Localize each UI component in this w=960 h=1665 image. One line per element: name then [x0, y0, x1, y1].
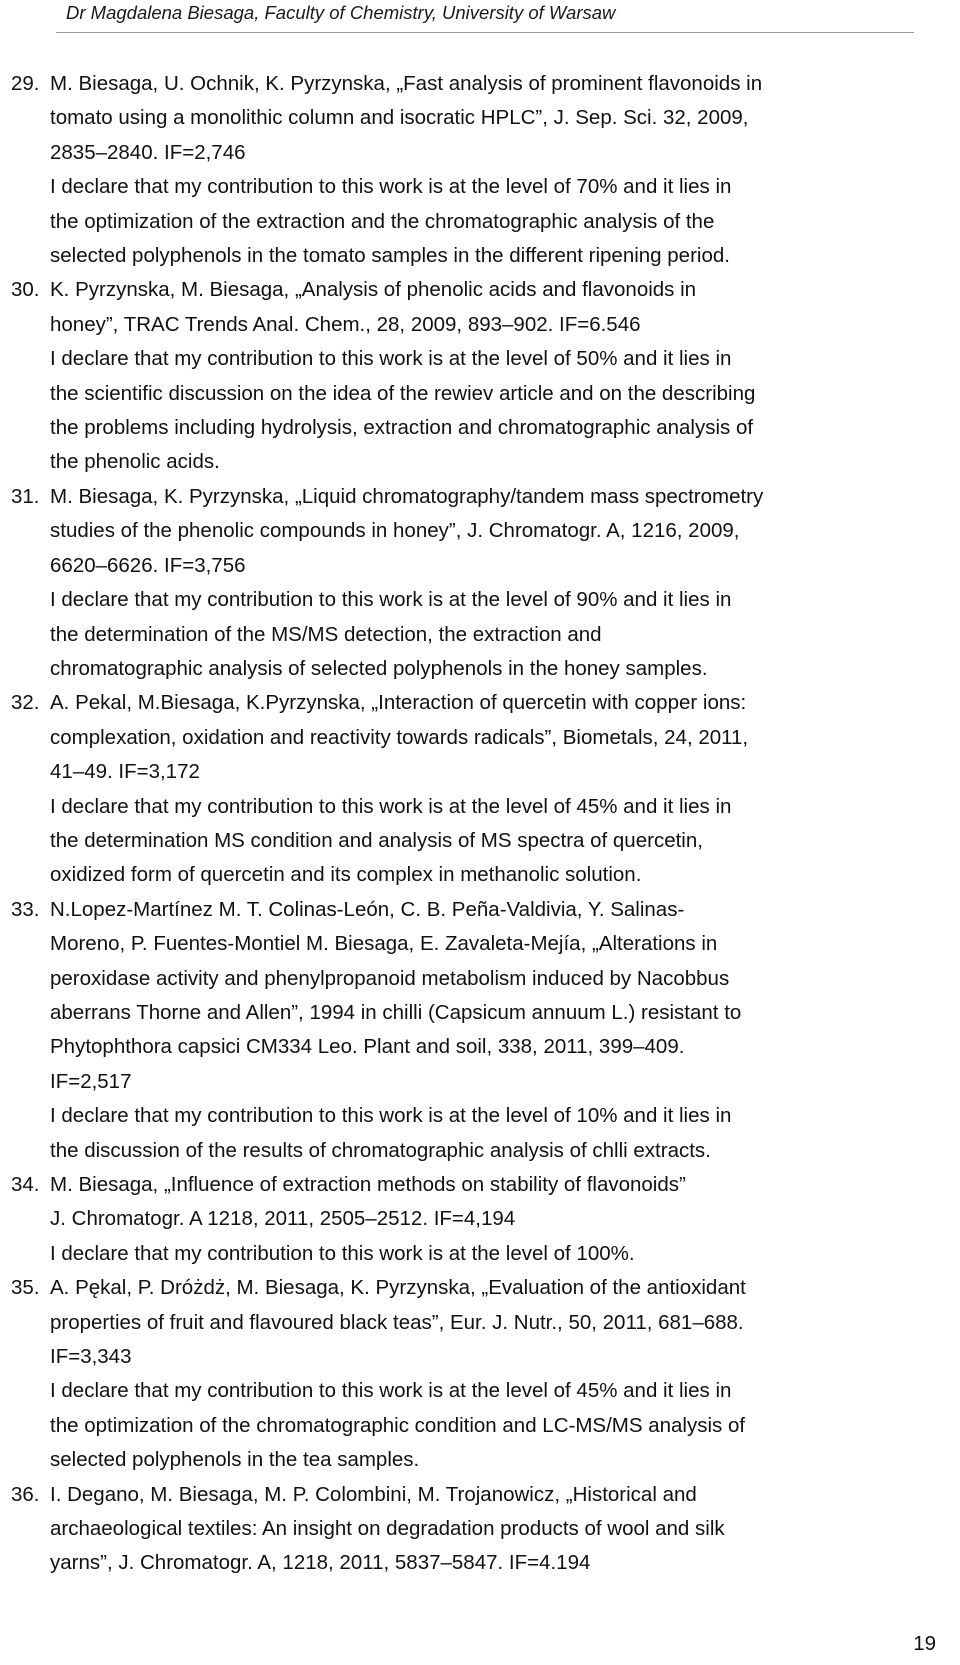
entry-text	[50, 1271, 946, 1477]
entry-line: studies of the phenolic compounds in honey”, J. Chromatogr. A, 1216, 2009,	[50, 519, 740, 543]
entry-line: I declare that my contribution to this work is at the level of 100%.	[50, 1241, 635, 1265]
publication-entry	[11, 273, 946, 479]
entry-line: J. Chromatogr. A 1218, 2011, 2505–2512. IF=4,194	[50, 1207, 516, 1231]
entry-line: tomato using a monolithic column and isocratic HPLC”, J. Sep. Sci. 32, 2009,	[50, 106, 749, 130]
entry-number: 31.	[11, 484, 40, 508]
entry-line: IF=2,517	[50, 1069, 132, 1093]
entry-line: peroxidase activity and phenylpropanoid metabolism induced by Nacobbus	[50, 966, 730, 990]
entry-line: I declare that my contribution to this work is at the level of 45% and it lies in	[50, 794, 732, 818]
publication-entry	[11, 67, 946, 273]
header-affiliation: Faculty of Chemistry, University of Warsaw	[264, 2, 616, 23]
entry-line: I declare that my contribution to this work is at the level of 90% and it lies in	[50, 588, 732, 612]
entry-text	[50, 686, 946, 892]
entry-line: Phytophthora capsici CM334 Leo. Plant and soil, 338, 2011, 399–409.	[50, 1035, 685, 1059]
entry-line: M. Biesaga, U. Ochnik, K. Pyrzynska, „Fast analysis of prominent flavonoids in	[50, 72, 763, 95]
entry-line: A. Pekal, M.Biesaga, K.Pyrzynska, „Interaction of quercetin with copper ions:	[50, 691, 747, 715]
entry-line: Moreno, P. Fuentes-Montiel M. Biesaga, E. Zavaleta-Mejía, „Alterations in	[50, 932, 718, 956]
header-author: Dr Magdalena Biesaga,	[66, 2, 260, 23]
entry-number: 35.	[11, 1276, 40, 1300]
entry-line: aberrans Thorne and Allen”, 1994 in chilli (Capsicum annuum L.) resistant to	[50, 1000, 742, 1024]
entry-text	[50, 1168, 946, 1271]
running-header	[66, 0, 615, 26]
entry-line: oxidized form of quercetin and its complex in methanolic solution.	[50, 863, 642, 887]
entry-line: I declare that my contribution to this work is at the level of 45% and it lies in	[50, 1379, 732, 1403]
entry-line: the phenolic acids.	[50, 450, 220, 474]
publication-entry	[11, 1478, 946, 1581]
entry-number: 33.	[11, 897, 40, 921]
entry-line: I declare that my contribution to this work is at the level of 10% and it lies in	[50, 1104, 732, 1128]
entry-text	[50, 273, 946, 479]
header-divider	[56, 32, 914, 33]
entry-number: 29.	[11, 72, 40, 95]
entry-line: the scientific discussion on the idea of the rewiev article and on the describing	[50, 381, 756, 405]
entry-number: 34.	[11, 1173, 40, 1196]
entry-line: K. Pyrzynska, M. Biesaga, „Analysis of phenolic acids and flavonoids in	[50, 278, 697, 302]
entry-number: 32.	[11, 691, 40, 715]
publication-entry	[11, 480, 946, 686]
entry-number: 36.	[11, 1482, 40, 1506]
entry-line: yarns”, J. Chromatogr. A, 1218, 2011, 5837–5847. IF=4.194	[50, 1551, 591, 1575]
entry-text	[50, 893, 946, 1168]
entry-text	[50, 67, 946, 273]
entry-line: archaeological textiles: An insight on degradation products of wool and silk	[50, 1517, 725, 1541]
entry-line: IF=3,343	[50, 1345, 132, 1369]
entry-line: M. Biesaga, K. Pyrzynska, „Liquid chromatography/tandem mass spectrometry	[50, 484, 764, 508]
entry-line: the problems including hydrolysis, extraction and chromatographic analysis of	[50, 416, 754, 440]
entry-line: honey”, TRAC Trends Anal. Chem., 28, 2009, 893–902. IF=6.546	[50, 312, 641, 336]
page-number: 19	[913, 1632, 936, 1655]
publication-entry	[11, 893, 946, 1168]
publication-list	[11, 67, 946, 1581]
publication-entry	[11, 686, 946, 892]
entry-line: selected polyphenols in the tea samples.	[50, 1448, 420, 1472]
entry-line: the determination MS condition and analysis of MS spectra of quercetin,	[50, 828, 703, 852]
entry-line: the optimization of the extraction and the chromatographic analysis of the	[50, 209, 715, 233]
entry-line: selected polyphenols in the tomato samples in the different ripening period.	[50, 244, 730, 268]
entry-line: I declare that my contribution to this work is at the level of 70% and it lies in	[50, 175, 732, 199]
entry-line: N.Lopez-Martínez M. T. Colinas-León, C. B. Peña-Valdivia, Y. Salinas-	[50, 897, 685, 921]
entry-line: I declare that my contribution to this work is at the level of 50% and it lies in	[50, 347, 732, 371]
entry-text	[50, 1478, 946, 1581]
entry-line: the optimization of the chromatographic condition and LC-MS/MS analysis of	[50, 1413, 746, 1437]
entry-line: 6620–6626. IF=3,756	[50, 553, 246, 577]
entry-line: I. Degano, M. Biesaga, M. P. Colombini, M. Trojanowicz, „Historical and	[50, 1482, 697, 1506]
entry-line: 41–49. IF=3,172	[50, 760, 200, 784]
publication-entry	[11, 1271, 946, 1477]
entry-line: the discussion of the results of chromatographic analysis of chlli extracts.	[50, 1138, 711, 1162]
entry-line: the determination of the MS/MS detection, the extraction and	[50, 622, 602, 646]
entry-line: A. Pękal, P. Dróżdż, M. Biesaga, K. Pyrzynska, „Evaluation of the antioxidant	[50, 1276, 746, 1300]
publication-entry	[11, 1168, 946, 1271]
entry-number: 30.	[11, 278, 40, 302]
entry-text	[50, 480, 946, 686]
entry-line: 2835–2840. IF=2,746	[50, 140, 246, 164]
entry-line: chromatographic analysis of selected polyphenols in the honey samples.	[50, 656, 708, 680]
entry-line: M. Biesaga, „Influence of extraction methods on stability of flavonoids”	[50, 1173, 686, 1196]
entry-line: properties of fruit and flavoured black teas”, Eur. J. Nutr., 50, 2011, 681–688.	[50, 1310, 744, 1334]
entry-line: complexation, oxidation and reactivity towards radicals”, Biometals, 24, 2011,	[50, 725, 749, 749]
